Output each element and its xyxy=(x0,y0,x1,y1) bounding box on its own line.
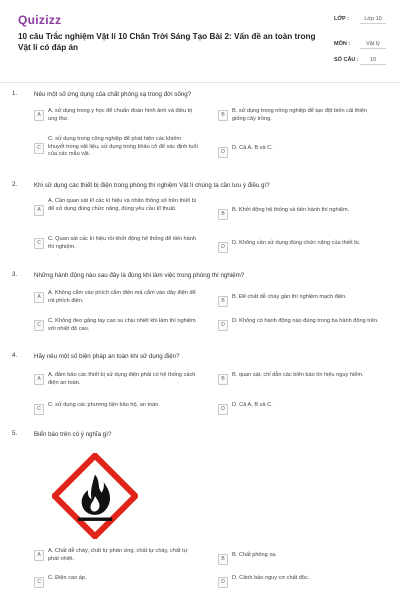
question-1-option-d[interactable] xyxy=(218,145,388,163)
subject-label: MÔN : xyxy=(334,41,351,47)
option-text: D. Cả A, B và C. xyxy=(232,402,273,408)
option-text: C. Điện cao áp. xyxy=(48,575,87,581)
option-letter-box: A xyxy=(34,292,44,303)
option-text: D. Không có hành động nào đúng trong ba hành động trên. xyxy=(232,318,379,324)
option-text: D. Không cần sử dụng đúng chức năng của thiết bị. xyxy=(232,240,361,246)
question-5-option-c[interactable] xyxy=(34,575,204,593)
option-letter-box: D xyxy=(218,320,228,331)
option-text: A. sử dụng trong y học để chuẩn đoán hình ảnh và điều trị ung thư. xyxy=(48,108,193,122)
question-3-text: Những hành động nào sau đây là đúng khi làm việc trong phòng thí nghiệm? xyxy=(34,272,245,279)
question-5-option-a[interactable] xyxy=(34,548,204,566)
option-text: B. sử dụng trong nông nghiệp để tạo đột biến cải thiện giống cây trồng. xyxy=(232,108,367,122)
question-4-number: 4. xyxy=(12,352,18,359)
question-4-option-a[interactable] xyxy=(34,372,204,390)
question-2-option-a[interactable] xyxy=(34,198,204,216)
option-letter-box: B xyxy=(218,554,228,565)
subject-value: Vật lý xyxy=(360,40,386,49)
option-text: A. đảm bảo các thiết bị sử dụng điện phải có hệ thống cách điện an toàn. xyxy=(48,372,196,386)
option-letter-box: C xyxy=(34,143,44,154)
option-text: C. Quan sát các kí hiệu rồi khởi động hệ thống để tiến hành thí nghiệm. xyxy=(48,236,196,250)
question-1-option-b[interactable] xyxy=(218,108,388,126)
question-1-number: 1. xyxy=(12,90,18,97)
document-title: 10 câu Trắc nghiệm Vật lí 10 Chân Trời Sáng Tạo Bài 2: Vấn đề an toàn trong Vật lí có đáp án xyxy=(18,32,316,52)
question-2-option-b[interactable] xyxy=(218,207,388,225)
question-1-text: Nêu một số ứng dụng của chất phóng xạ trong đời sống? xyxy=(34,91,192,98)
option-letter-box: B xyxy=(218,296,228,307)
option-text: C. Không đeo găng tay cao su chịu nhiệt khi làm thí nghiệm với nhiệt độ cao. xyxy=(48,318,196,332)
option-letter-box: A xyxy=(34,550,44,561)
class-label: LỚP : xyxy=(334,16,349,22)
question-2-option-d[interactable] xyxy=(218,240,388,258)
option-text: A. Chất dễ cháy, chất tự phản ứng, chất tự cháy, chất tự phát nhiệt. xyxy=(48,548,188,562)
option-letter-box: A xyxy=(34,374,44,385)
question-5-text: Biển báo trên có ý nghĩa gì? xyxy=(34,431,112,438)
option-text: A. Cần quan sát kĩ các kí hiệu và nhãn thông số trên thiết bị để sử dụng đúng chức năng, đúng yêu cầu kĩ thuật. xyxy=(48,198,197,212)
option-letter-box: B xyxy=(218,374,228,385)
option-letter-box: D xyxy=(218,242,228,253)
question-3-option-b[interactable] xyxy=(218,294,388,312)
flammable-hazard-sign-icon xyxy=(52,453,138,539)
option-letter-box: D xyxy=(218,147,228,158)
question-2-option-c[interactable] xyxy=(34,236,204,254)
option-letter-box: B xyxy=(218,110,228,121)
option-text: D. Cảnh báo nguy cơ chất độc. xyxy=(232,575,310,581)
option-text: B. quan sát, chỉ dẫn các biển báo tín hiệu nguy hiểm. xyxy=(232,372,364,378)
question-1-option-c[interactable] xyxy=(34,136,204,159)
question-5-number: 5. xyxy=(12,430,18,437)
option-letter-box: C xyxy=(34,238,44,249)
question-3-option-d[interactable] xyxy=(218,318,388,336)
question-4-option-c[interactable] xyxy=(34,402,204,420)
option-text: C. sử dụng trong công nghiệp để phát hiện các khiếm khuyết trong vật liệu, sử dụng trong khảo cổ để xác định tuổi của các mẫu vật. xyxy=(48,136,198,157)
option-text: D. Cả A, B và C. xyxy=(232,145,273,151)
worksheet-header xyxy=(0,0,400,83)
question-5-option-b[interactable] xyxy=(218,552,388,570)
flame-base xyxy=(78,518,112,521)
question-5-option-d[interactable] xyxy=(218,575,388,593)
option-letter-box: A xyxy=(34,205,44,216)
option-letter-box: C xyxy=(34,320,44,331)
question-2-number: 2. xyxy=(12,181,18,188)
class-value: Lớp 10 xyxy=(360,15,386,24)
option-letter-box: B xyxy=(218,209,228,220)
option-text: C. sử dụng các phương tiện bảo hộ, an toàn. xyxy=(48,402,160,408)
option-text: B. Chất phóng xạ. xyxy=(232,552,277,558)
question-1-option-a[interactable] xyxy=(34,108,204,126)
option-letter-box: D xyxy=(218,404,228,415)
question-count-value: 10 xyxy=(360,56,386,65)
option-text: B. Khởi động hệ thống và tiến hành thí nghiệm. xyxy=(232,207,350,213)
option-letter-box: C xyxy=(34,404,44,415)
quizizz-logo: Quizizz xyxy=(18,13,62,27)
option-letter-box: C xyxy=(34,577,44,588)
question-3-number: 3. xyxy=(12,271,18,278)
question-3-option-a[interactable] xyxy=(34,290,204,308)
option-letter-box: A xyxy=(34,110,44,121)
option-letter-box: D xyxy=(218,577,228,588)
question-3-option-c[interactable] xyxy=(34,318,204,336)
question-4-text: Hãy nêu một số biện pháp an toàn khi sử dụng điện? xyxy=(34,353,180,360)
option-text: A. Không cắm vào phích cắm điện mà cắm vào dây điện để rút phích điện. xyxy=(48,290,196,304)
question-count-label: SỐ CÂU : xyxy=(334,57,359,63)
question-4-option-b[interactable] xyxy=(218,372,388,390)
question-2-text: Khi sử dụng các thiết bị điện trong phòng thí nghiệm Vật lí chúng ta cần lưu ý điều gì? xyxy=(34,182,270,189)
option-text: B. Để chất dễ cháy gần thí nghiệm mạch điện. xyxy=(232,294,347,300)
question-4-option-d[interactable] xyxy=(218,402,388,420)
